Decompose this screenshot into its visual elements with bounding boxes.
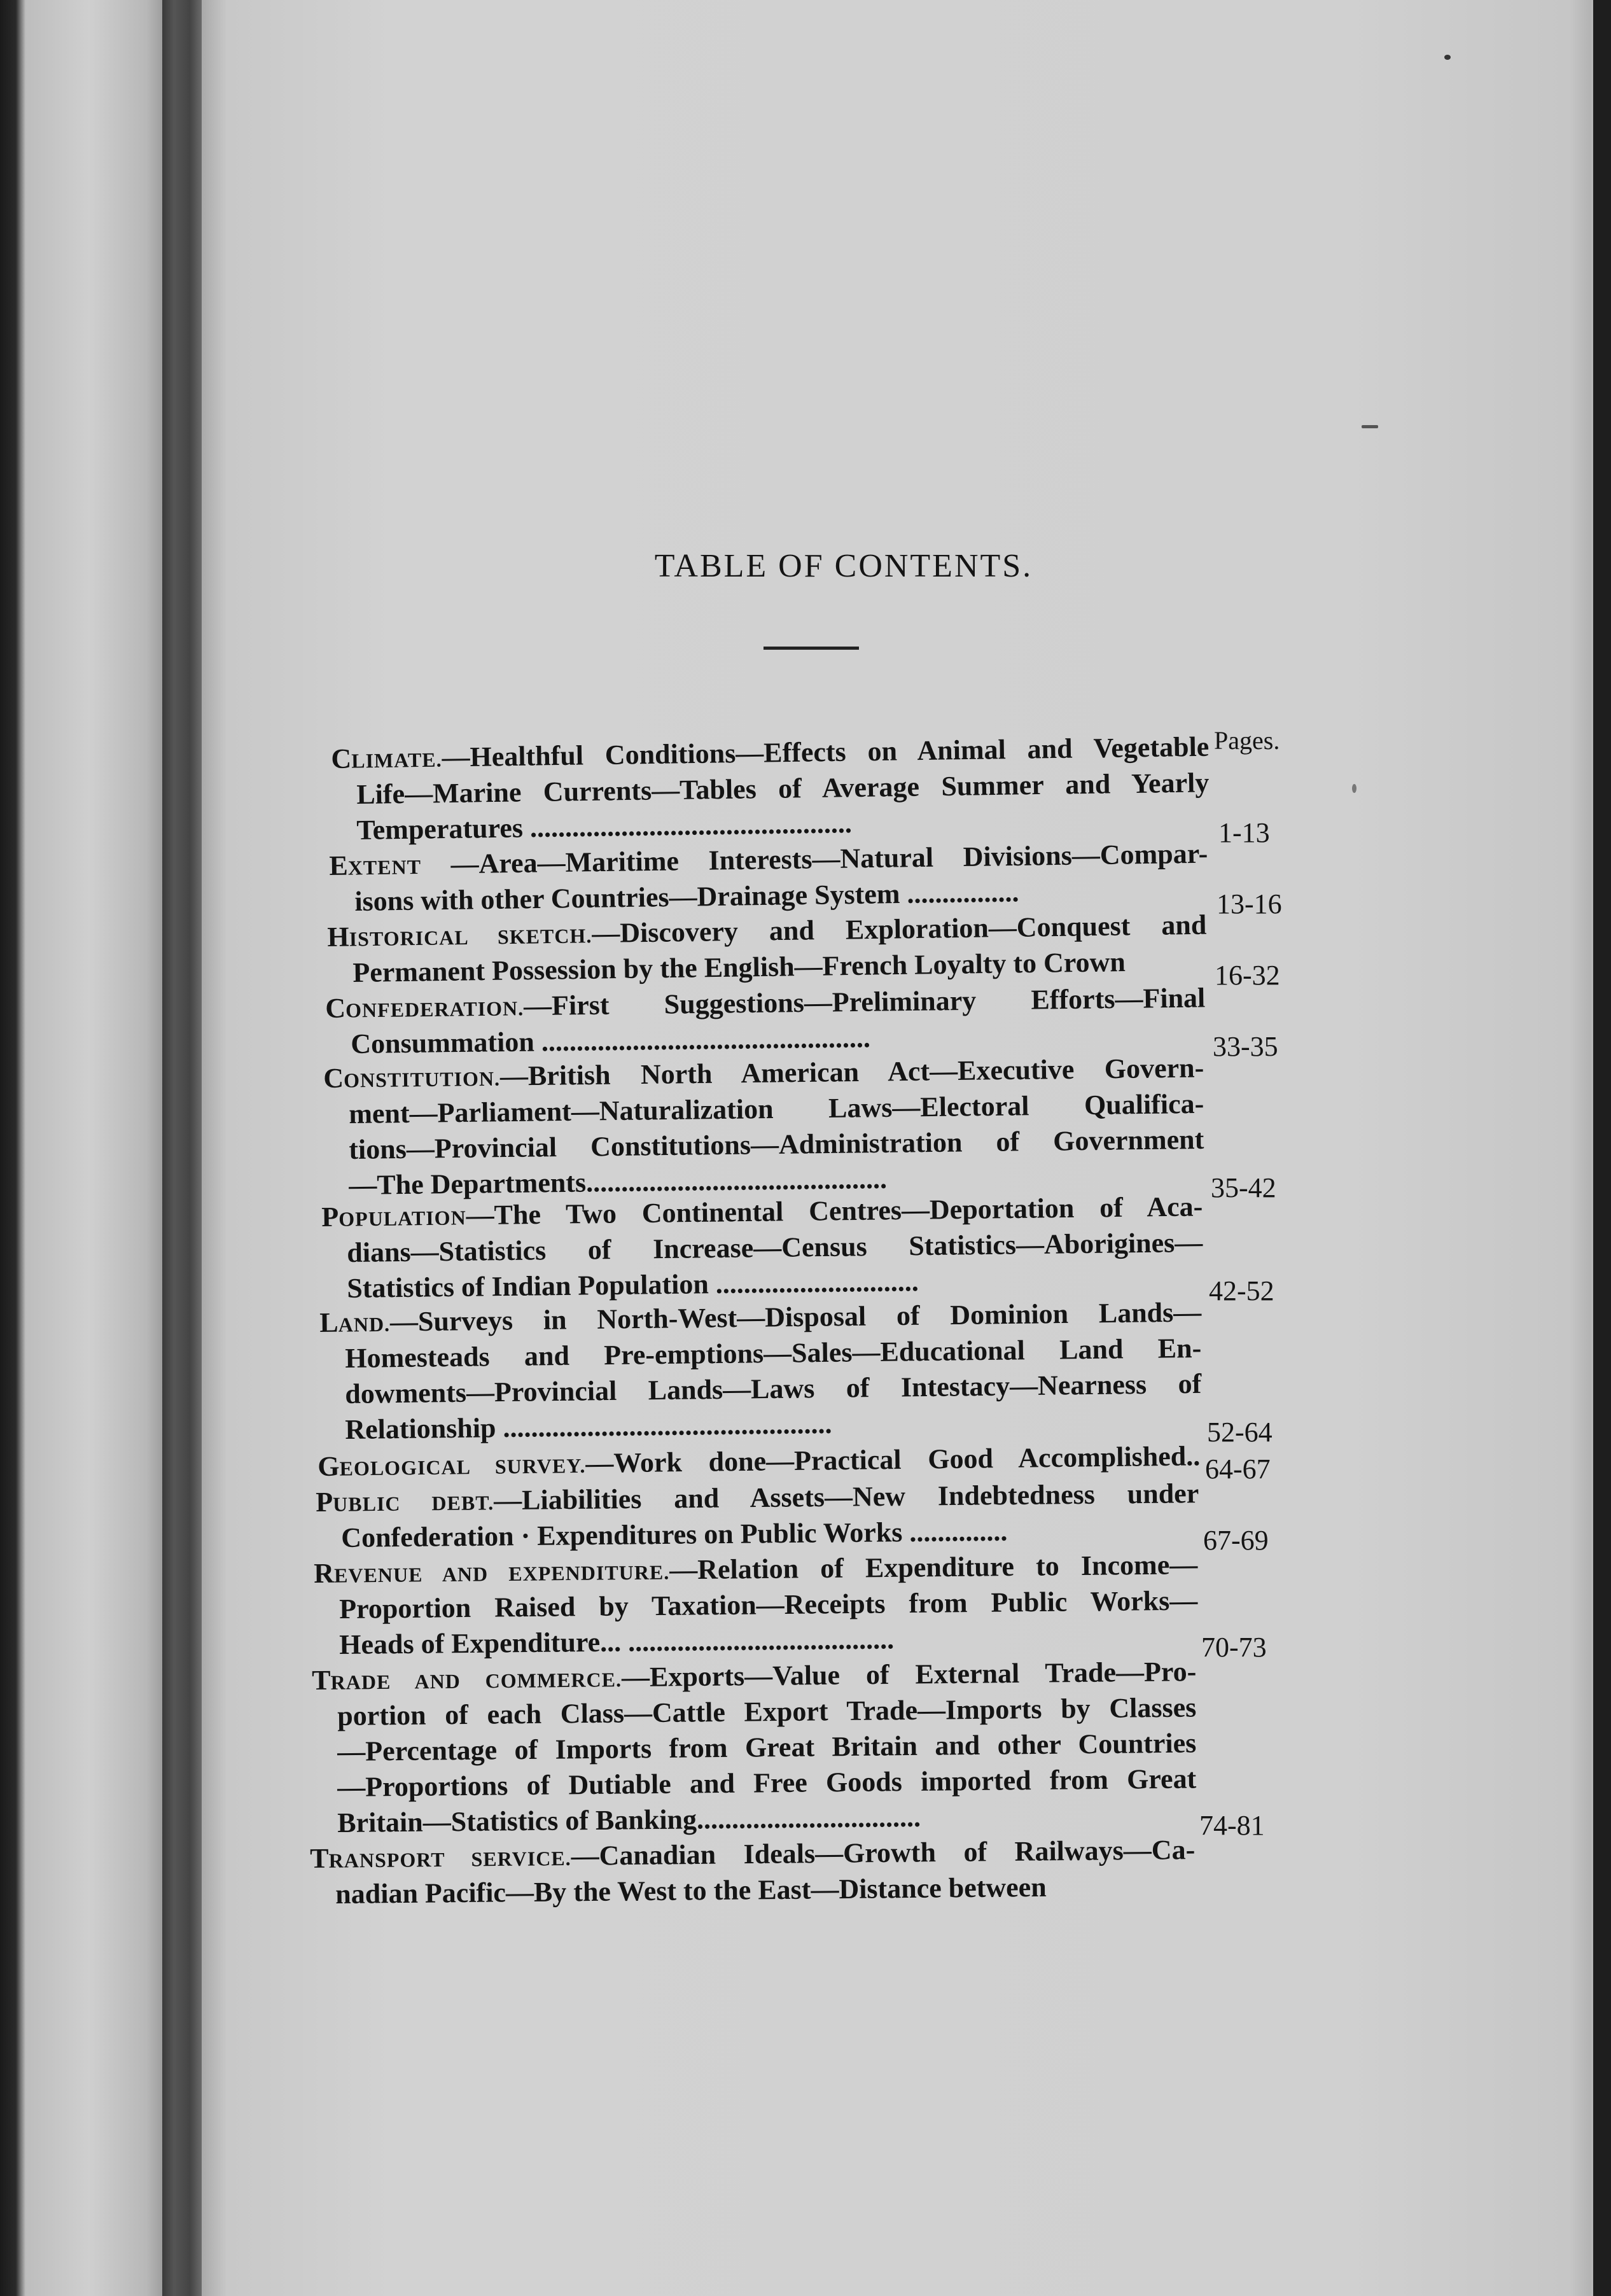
toc-page-range: 70-73	[1201, 1632, 1267, 1663]
toc-page-range: 42-52	[1209, 1275, 1274, 1306]
toc-entry-text: Homesteads and Pre-emptions—Sales—Educational Land En-	[345, 1332, 1202, 1374]
toc-entry-text: —Percentage of Imports from Great Britain and other Countries	[337, 1727, 1197, 1767]
toc-entry-text: dians—Statistics of Increase—Census Statistics—Aborigines—	[347, 1226, 1203, 1268]
toc-entry-text: —British North American Act—Executive Govern-	[499, 1052, 1204, 1092]
toc-entry-text: isons with other Countries—Drainage System ................	[354, 876, 1019, 917]
toc-entry-heading: CONSTITUTION.	[323, 1062, 501, 1094]
toc-entry-text: Confederation · Expenditures on Public Works ..............	[341, 1515, 1008, 1553]
toc-entry-heading: GEOLOGICAL SURVEY.	[317, 1450, 586, 1482]
toc-entry-heading: REVENUE AND EXPENDITURE.	[314, 1557, 670, 1589]
toc-entry-text: Heads of Expenditure... ......................................	[339, 1623, 895, 1660]
toc-entry-text: nadian Pacific—By the West to the East—Distance between	[335, 1871, 1047, 1910]
toc-entry-text: —Relation of Expenditure to Income—	[669, 1549, 1198, 1586]
toc-entry-text: —The Two Continental Centres—Deportation of Aca-	[466, 1191, 1203, 1231]
toc-entry-heading: PUBLIC DEBT.	[316, 1486, 494, 1518]
toc-entry-heading: LAND.	[319, 1306, 391, 1338]
toc-entry-text: —First Suggestions—Preliminary Efforts—Final	[523, 982, 1206, 1022]
toc-entry-heading: CONFEDERATION.	[325, 992, 524, 1024]
toc-entry-text: —Discovery and Exploration—Conquest and	[591, 909, 1207, 949]
toc-entry-text: Temperatures ..............................................	[356, 808, 853, 846]
toc-entry-heading: TRADE AND COMMERCE.	[312, 1664, 622, 1696]
toc-entry-text: Proportion Raised by Taxation—Receipts from Public Works—	[339, 1585, 1198, 1625]
toc-page-range: 33-35	[1213, 1031, 1278, 1062]
toc-entry-text: Britain—Statistics of Banking................................	[337, 1801, 921, 1838]
toc-entry-heading: CLIMATE.	[331, 743, 442, 774]
toc-page-range: 35-42	[1211, 1172, 1276, 1203]
toc-page-range: 74-81	[1199, 1810, 1265, 1841]
toc-entry-text: Life—Marine Currents—Tables of Average Summer and Yearly	[356, 767, 1210, 810]
toc-entry-text: Statistics of Indian Population .............................	[347, 1266, 919, 1304]
toc-page-range: 67-69	[1203, 1525, 1269, 1556]
toc-entry-heading: TRANSPORT SERVICE.	[310, 1842, 571, 1874]
toc-page-range: 52-64	[1207, 1417, 1273, 1448]
toc-entry-heading: EXTENT	[329, 850, 422, 881]
toc-entry-heading: HISTORICAL SKETCH.	[327, 921, 592, 953]
toc-entry-text: Relationship ...............................................	[345, 1408, 832, 1445]
toc-entry-text: ment—Parliament—Naturalization Laws—Electoral Qualifica-	[349, 1088, 1204, 1130]
toc-entry-text: —Surveys in North-West—Disposal of Dominion Lands—	[389, 1296, 1202, 1338]
toc-entry-text: —The Departments...........................................	[349, 1163, 888, 1201]
toc-entry-text: Consummation ...............................................	[351, 1022, 871, 1060]
toc-entry-text: dowments—Provincial Lands—Laws of Intestacy—Nearness of	[345, 1368, 1202, 1410]
toc-entry-text: portion of each Class—Cattle Export Trade—Imports by Classes	[337, 1691, 1197, 1732]
toc-page-range: 64-67	[1205, 1453, 1271, 1485]
pages-header-text: Pages.	[1214, 726, 1280, 755]
toc-entry-text: —Area—Maritime Interests—Natural Divisions—Compar-	[421, 837, 1208, 880]
toc-entry-heading: POPULATION	[321, 1201, 466, 1233]
toc-page-range: 16-32	[1215, 960, 1280, 991]
toc-entry-text: —Exports—Value of External Trade—Pro-	[621, 1656, 1197, 1693]
toc-entry-text: tions—Provincial Constitutions—Administration of Government	[349, 1123, 1204, 1165]
toc-entry-text: —Proportions of Dutiable and Free Goods imported from Great	[337, 1763, 1197, 1803]
toc-entry-text: Permanent Possession by the English—French Loyalty to Crown	[352, 946, 1126, 988]
page-title: TABLE OF CONTENTS.	[654, 548, 1033, 584]
toc-entry-text: —Work done—Practical Good Accomplished..	[585, 1440, 1201, 1479]
toc-entry-text: —Liabilities and Assets—New Indebtedness under	[493, 1478, 1199, 1516]
toc-page-range: 13-16	[1217, 888, 1282, 920]
toc-entry-text: —Healthful Conditions—Effects on Animal and Vegetable	[442, 731, 1210, 773]
toc-entry-text: —Canadian Ideals—Growth of Railways—Ca-	[571, 1834, 1196, 1872]
toc-page-range: 1-13	[1218, 817, 1270, 848]
